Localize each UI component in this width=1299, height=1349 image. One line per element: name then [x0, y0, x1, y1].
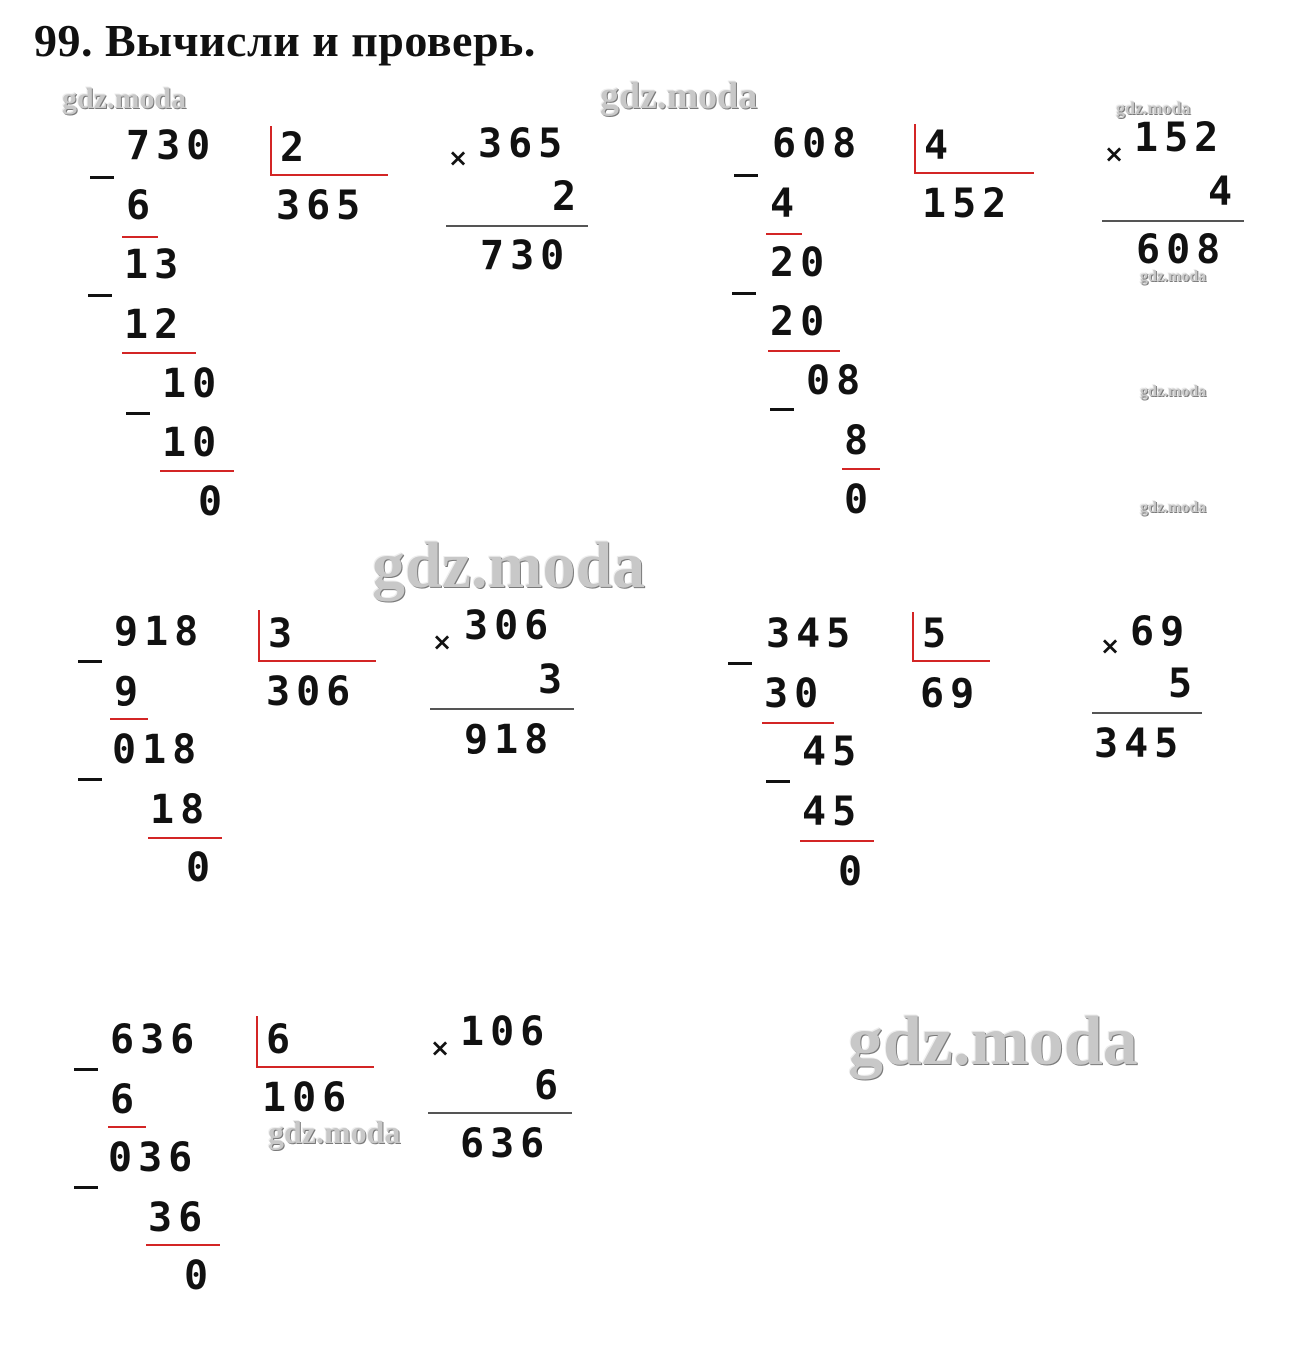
final-remainder: 0: [198, 479, 229, 525]
underline: [122, 236, 158, 238]
check-product: 730: [480, 233, 571, 279]
minus-sign: [74, 1186, 98, 1189]
watermark: gdz.moda: [1140, 499, 1207, 516]
product-line: [430, 708, 574, 710]
check-factor: 4: [1208, 169, 1239, 215]
subtrahend: 10: [162, 420, 223, 466]
check-product: 918: [464, 717, 555, 763]
watermark: gdz.moda: [1116, 98, 1191, 118]
division-bracket: [912, 612, 914, 662]
dividend: 730: [126, 123, 217, 169]
dividend: 608: [772, 121, 863, 167]
final-remainder: 0: [844, 477, 875, 523]
remainder: 08: [806, 358, 867, 404]
minus-sign: [90, 176, 114, 179]
check-product: 636: [460, 1121, 551, 1167]
remainder: 036: [108, 1135, 199, 1181]
underline: [768, 350, 840, 352]
division-bracket: [270, 174, 388, 176]
check-product: 608: [1136, 227, 1227, 273]
division-bracket: [914, 124, 916, 174]
quotient: 306: [266, 669, 357, 715]
division-bracket: [258, 610, 260, 662]
division-bracket: [256, 1066, 374, 1068]
multiply-sign: ×: [1100, 632, 1121, 660]
subtrahend: 18: [150, 787, 211, 833]
underline: [762, 722, 834, 724]
watermark: gdz.moda: [372, 529, 646, 602]
subtrahend: 45: [802, 789, 863, 835]
watermark: gdz.moda: [1140, 268, 1207, 285]
watermark: gdz.moda: [600, 75, 758, 117]
dividend: 345: [766, 611, 857, 657]
watermark: gdz.moda: [268, 1114, 401, 1150]
check-factor: 365: [478, 121, 569, 167]
check-factor: 106: [460, 1009, 551, 1055]
multiply-sign: ×: [430, 1034, 451, 1062]
remainder: 20: [770, 240, 831, 286]
subtrahend: 6: [126, 183, 157, 229]
minus-sign: [74, 1068, 98, 1071]
underline: [146, 1244, 220, 1246]
subtrahend: 30: [764, 671, 825, 717]
check-factor: 2: [552, 174, 583, 220]
final-remainder: 0: [184, 1253, 215, 1299]
divisor: 6: [266, 1017, 297, 1063]
product-line: [428, 1112, 572, 1114]
minus-sign: [728, 662, 752, 665]
multiply-sign: ×: [1104, 140, 1125, 168]
underline: [110, 718, 148, 720]
subtrahend: 12: [124, 302, 185, 348]
quotient: 365: [276, 183, 367, 229]
underline: [160, 470, 234, 472]
multiply-sign: ×: [448, 144, 469, 172]
underline: [148, 837, 222, 839]
minus-sign: [732, 292, 756, 295]
product-line: [1092, 712, 1202, 714]
minus-sign: [766, 780, 790, 783]
divisor: 5: [922, 611, 953, 657]
multiply-sign: ×: [432, 628, 453, 656]
minus-sign: [126, 412, 150, 415]
subtrahend: 6: [110, 1077, 141, 1123]
division-bracket: [258, 660, 376, 662]
divisor: 3: [268, 611, 299, 657]
check-factor: 306: [464, 603, 555, 649]
remainder: 10: [162, 361, 223, 407]
quotient: 152: [922, 181, 1013, 227]
underline: [842, 468, 880, 470]
check-factor: 6: [534, 1063, 565, 1109]
quotient: 69: [920, 671, 981, 717]
minus-sign: [88, 294, 112, 297]
dividend: 918: [114, 609, 205, 655]
check-factor: 152: [1134, 115, 1225, 161]
minus-sign: [770, 408, 794, 411]
divisor: 2: [280, 125, 311, 171]
division-bracket: [914, 172, 1034, 174]
subtrahend: 36: [148, 1195, 209, 1241]
remainder: 45: [802, 729, 863, 775]
division-bracket: [270, 126, 272, 176]
check-factor: 5: [1168, 661, 1199, 707]
product-line: [1102, 220, 1244, 222]
remainder: 018: [112, 727, 203, 773]
watermark: gdz.moda: [1140, 383, 1207, 400]
check-factor: 69: [1130, 609, 1191, 655]
dividend: 636: [110, 1017, 201, 1063]
check-product: 345: [1094, 721, 1185, 767]
final-remainder: 0: [838, 849, 869, 895]
minus-sign: [78, 778, 102, 781]
product-line: [446, 225, 588, 227]
minus-sign: [78, 660, 102, 663]
exercise-title: 99. Вычисли и проверь.: [34, 15, 536, 66]
subtrahend: 8: [844, 418, 875, 464]
underline: [800, 840, 874, 842]
subtrahend: 9: [114, 669, 145, 715]
underline: [108, 1126, 146, 1128]
underline: [122, 352, 196, 354]
subtrahend: 20: [770, 299, 831, 345]
quotient: 106: [262, 1075, 353, 1121]
division-bracket: [912, 660, 990, 662]
check-factor: 3: [538, 657, 569, 703]
minus-sign: [734, 174, 758, 177]
watermark: gdz.moda: [62, 82, 187, 115]
underline: [766, 233, 802, 235]
final-remainder: 0: [186, 845, 217, 891]
subtrahend: 4: [770, 181, 801, 227]
watermark: gdz.moda: [848, 1003, 1138, 1080]
division-bracket: [256, 1016, 258, 1068]
remainder: 13: [124, 242, 185, 288]
divisor: 4: [924, 123, 955, 169]
